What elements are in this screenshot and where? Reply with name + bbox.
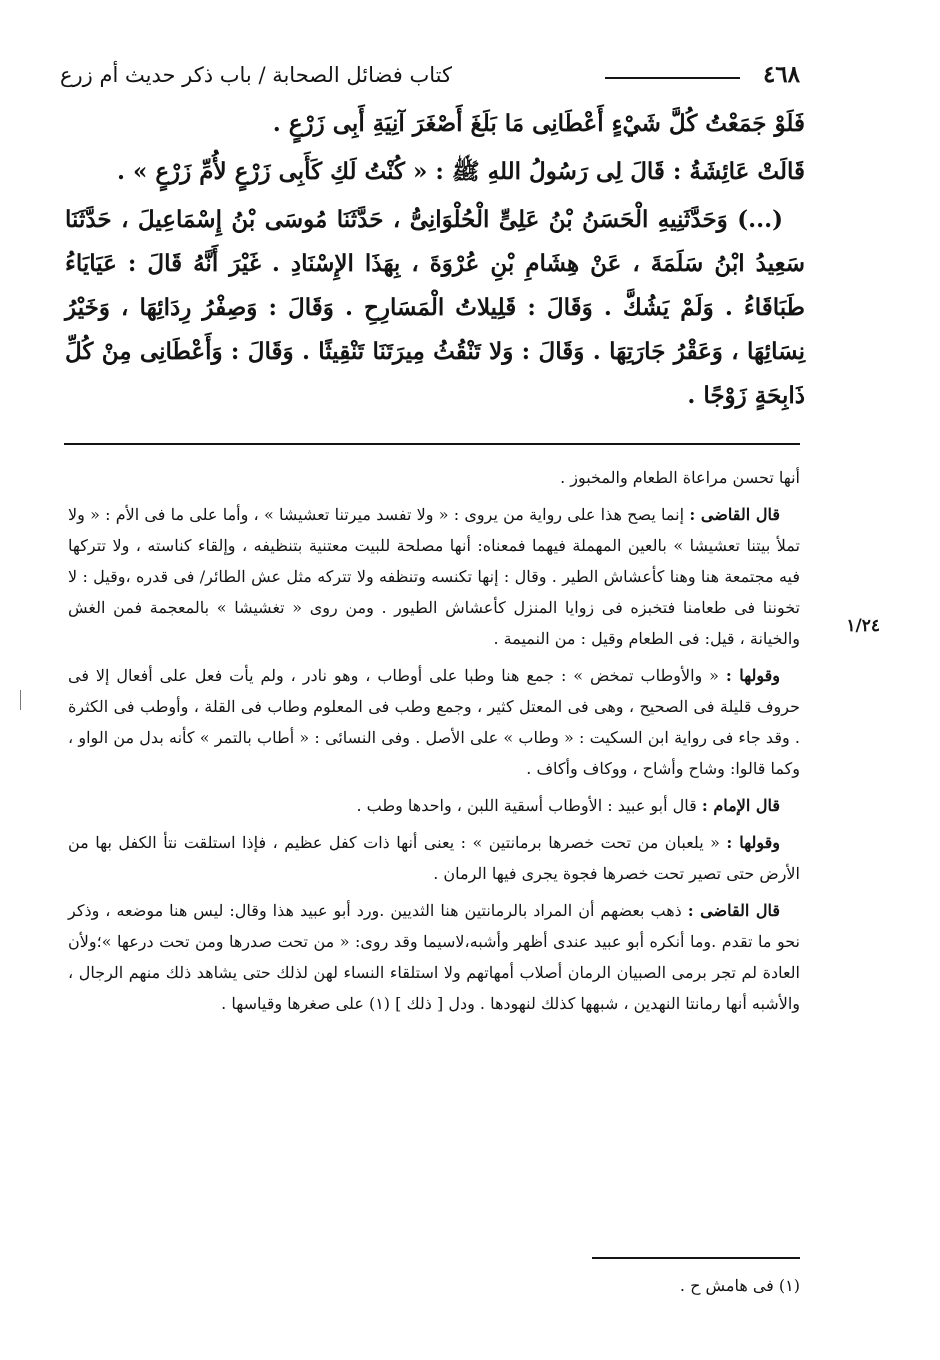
text-commentary-divider: [64, 443, 800, 445]
commentary-text: أنها تحسن مراعاة الطعام والمخبوز .: [560, 468, 800, 487]
matn-paragraph: فَلَوْ جَمَعْتُ كُلَّ شَيْءٍ أَعْطَانِى مَا بَلَغَ أَصْغَرَ آنِيَةِ أَبِى زَرْعٍ .: [272, 110, 805, 137]
commentary-text: « والأوطاب تمخض » : جمع هنا وطبا على أوطاب ، وهو نادر ، ولم يأت فعل على أفعال إلا فى حروف قليلة فى الصحيح ، وهى فى المعتل كثير ، وجمع وطب فى المعلوم وطاب فى القلة ، وأوطب فى الكثرة . وقد جاء فى رواية ابن السكيت : « وطاب » على الأصل . وفى النسائى : « أطاب بالتمر » كأنه بدل من الواو ، وكما قالوا: وشاح وأشاح ، ووكاف وأكاف .: [68, 666, 800, 778]
commentary-text: إنما يصح هذا على رواية من يروى : « ولا تفسد ميرتنا تعشيشا » ، وأما على ما فى الأم : « ولا تملأ بيتنا تعشيشا » بالعين المهملة فيهما فمعناه: أنها مصلحة للبيت معتنية بتنظيفه ، وإلقاء كناسته ، ولا تتركها فيه مجتمعة هنا وهنا كأعشاش الطير . وقال : إنها تكنسه وتنظفه ولا تتركه مثل عش الطائر/ فى قدره ،وقيل : لا تخوننا فى طعامنا فتخبزه فى زوايا المنزل كأعشاش الطيور . ومن روى « تغشيشا » بالمعجمة فمن الغش والخيانة ، قيل: فى الطعام وقيل : من النميمة .: [68, 505, 800, 648]
commentary-lead: وقولها :: [725, 666, 780, 685]
commentary-paragraph: [68, 895, 800, 1019]
matn-paragraph: قَالَتْ عَائِشَةُ : قَالَ لِى رَسُولُ اللهِ ﷺ : « كُنْتُ لَكِ كَأَبِى زَرْعٍ لأُمِّ زَرْعٍ » .: [116, 158, 805, 185]
commentary-lead: قال القاضى :: [687, 901, 781, 920]
commentary-paragraph: [68, 462, 800, 493]
header-rule: [605, 77, 740, 79]
commentary-text: « يلعبان من تحت خصرها برمانتين » : يعنى أنها ذات كفل عظيم ، فإذا استلقت نتأ الكفل بها من الأرض حتى تصير تحت خصرها فجوة يجرى فيها الرمان .: [68, 833, 800, 883]
page-number: ٤٦٨: [762, 61, 800, 88]
commentary-text: قال أبو عبيد : الأوطاب أسقية اللبن ، واحدها وطب .: [356, 796, 702, 815]
running-title: كتاب فضائل الصحابة / باب ذكر حديث أم زرع: [60, 63, 452, 87]
commentary-lead: وقولها :: [726, 833, 780, 852]
commentary-lead: قال القاضى :: [689, 505, 780, 524]
margin-tick: [20, 690, 21, 710]
footnote: (١) فى هامش ح .: [679, 1276, 800, 1295]
manuscript-folio-marker: ١/٢٤: [846, 616, 880, 636]
commentary-lead: قال الإمام :: [701, 796, 780, 815]
page-header: [60, 60, 800, 100]
commentary-paragraph: [68, 790, 800, 821]
footnote-rule: [592, 1257, 800, 1259]
commentary-paragraph: [68, 499, 800, 654]
matn-paragraph: (...) وَحَدَّثَنِيهِ الْحَسَنُ بْنُ عَلِىٍّ الْحُلْوَانِىُّ ، حَدَّثَنَا مُوسَى بْنُ إِسْمَاعِيلَ ، حَدَّثَنَا سَعِيدُ ابْنُ سَلَمَةَ ، عَنْ هِشَامِ بْنِ عُرْوَةَ ، بِهَذَا الإِسْنَادِ . غَيْرَ أَنَّهُ قَالَ : عَيَايَاءُ طَبَاقَاءُ . وَلَمْ يَشُكَّ . وَقَالَ : قَلِيلاتُ الْمَسَارِحِ . وَقَالَ : وَصِفْرُ رِدَائِهَا ، وَخَيْرُ نِسَائِهَا ، وَعَقْرُ جَارَتِهَا . وَقَالَ : وَلا تَنْقُثُ مِيرَتَنَا تَنْقِيثًا . وَقَالَ : وَأَعْطَانِى مِنْ كُلِّ ذَابِحَةٍ زَوْجًا .: [65, 206, 805, 409]
hadith-text: [65, 102, 805, 422]
commentary: [68, 462, 800, 1025]
commentary-paragraph: [68, 827, 800, 889]
commentary-paragraph: [68, 660, 800, 784]
commentary-text: ذهب بعضهم أن المراد بالرمانتين هنا الثديين .ورد أبو عبيد هذا وقال: ليس هنا موضعه ، وذكر نحو ما تقدم .وما أنكره أبو عبيد عندى أظهر وأشبه،لاسيما وقد روى: « من تحت صدرها ومن تحت درعها »؛ولأن العادة لم تجر برمى الصبيان الرمان أصلاب أمهاتهم ولا استلقاء النساء لهن لذلك حتى يشاهد ذلك منهم الرجال ، والأشبه أنها رمانتا النهدين ، شبهها كذلك لنهودها . ودل [ ذلك ] (١) على صغرها وقياسها .: [68, 901, 801, 1013]
